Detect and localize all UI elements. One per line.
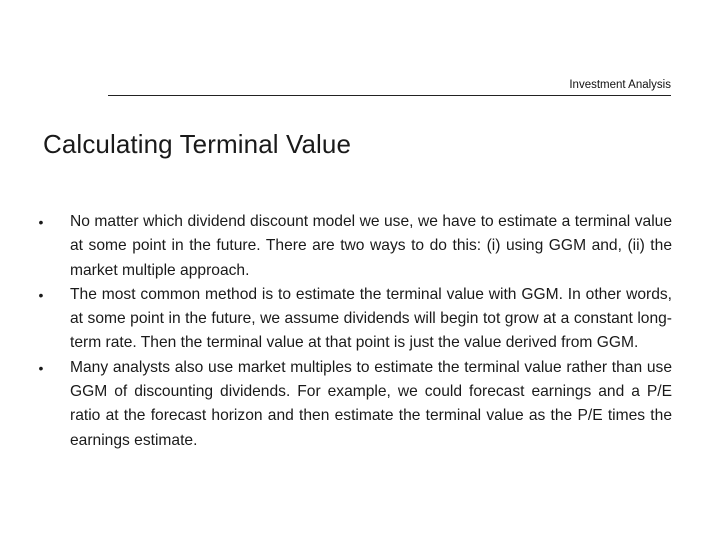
bullet-text: Many analysts also use market multiples to estimate the terminal value rather than use GGM of discounting dividends. For example, we could forecast earnings and a P/E ratio at the forecast horizon and then estimate the terminal value as the P/E times the earnings estimate.: [70, 358, 672, 449]
bullet-dot-icon: •: [38, 359, 44, 376]
bullet-item: [34, 283, 672, 356]
bullet-item: [34, 356, 672, 453]
bullet-text: No matter which dividend discount model we use, we have to estimate a terminal value at some point in the future. There are two ways to do this: (i) using GGM and, (ii) the market multiple approach.: [70, 213, 672, 279]
bullet-text: The most common method is to estimate the terminal value with GGM. In other words, at some point in the future, we assume dividends will begin tot grow at a constant long-term rate. Then the terminal value at that point is just the value derived from GGM.: [70, 285, 672, 352]
bullet-dot-icon: •: [38, 214, 44, 230]
header-divider: [108, 95, 671, 96]
bullet-item: [34, 210, 672, 283]
header-label: Investment Analysis: [569, 79, 671, 91]
slide-title: Calculating Terminal Value: [43, 129, 352, 159]
bullet-list: [34, 210, 672, 453]
bullet-dot-icon: •: [38, 286, 44, 303]
